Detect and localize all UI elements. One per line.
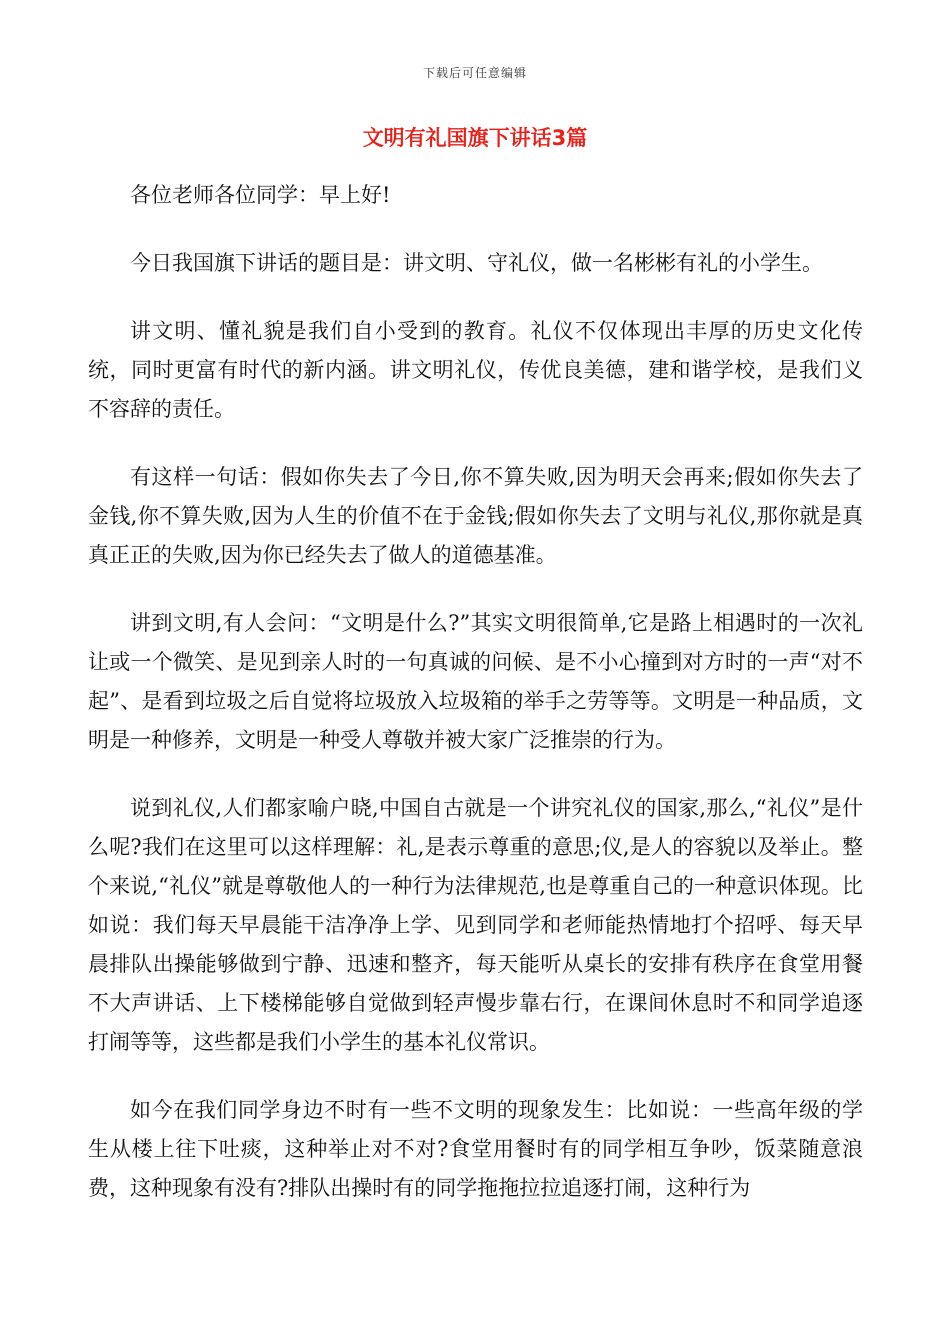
document-body xyxy=(88,176,863,1237)
paragraph-saying: 有这样一句话：假如你失去了今日,你不算失败,因为明天会再来;假如你失去了金钱,你不算失败,因为人生的价值不在于金钱;假如你失去了文明与礼仪,那你就是真真正正的失败,因为你已经失去了做人的道德基准。 xyxy=(88,465,863,567)
paragraph-topic: 今日我国旗下讲话的题目是：讲文明、守礼仪，做一名彬彬有礼的小学生。 xyxy=(130,251,823,275)
paragraph-etiquette: 说到礼仪,人们都家喻户晓,中国自古就是一个讲究礼仪的国家,那么,“礼仪”是什么呢?我们在这里可以这样理解：礼,是表示尊重的意思;仪,是人的容貌以及举止。整个来说,“礼仪”就是尊敬他人的一种行为法律规范,也是尊重自己的一种意识体现。比如说：我们每天早晨能干洁净净上学、见到同学和老师能热情地打个招呼、每天早晨排队出操能够做到宁静、迅速和整齐，每天能听从桌长的安排有秩序在食堂用餐不大声讲话、上下楼梯能够自觉做到轻声慢步靠右行，在课间休息时不和同学追逐打闹等等，这些都是我们小学生的基本礼仪常识。 xyxy=(88,796,863,1054)
paragraph-phenomena: 如今在我们同学身边不时有一些不文明的现象发生：比如说：一些高年级的学生从楼上往下吐痰，这种举止对不对?食堂用餐时有的同学相互争吵，饭菜随意浪费，这种现象有没有?排队出操时有的同学拖拖拉拉追逐打闹，这种行为 xyxy=(88,1098,863,1200)
document-title: 文明有礼国旗下讲话3篇 xyxy=(362,126,588,150)
paragraph-education: 讲文明、懂礼貌是我们自小受到的教育。礼仪不仅体现出丰厚的历史文化传统，同时更富有时代的新内涵。讲文明礼仪，传优良美德，建和谐学校，是我们义不容辞的责任。 xyxy=(88,319,863,421)
header-note: 下载后可任意编辑 xyxy=(422,66,527,80)
paragraph-greeting: 各位老师各位同学：早上好! xyxy=(130,183,391,207)
paragraph-civilization: 讲到文明,有人会问：“文明是什么?”其实文明很简单,它是路上相遇时的一次礼让或一个微笑、是见到亲人时的一句真诚的问候、是不小心撞到对方时的一声“对不起”、是看到垃圾之后自觉将垃圾放入垃圾箱的举手之劳等等。文明是一种品质，文明是一种修养，文明是一种受人尊敬并被大家广泛推崇的行为。 xyxy=(88,611,863,752)
